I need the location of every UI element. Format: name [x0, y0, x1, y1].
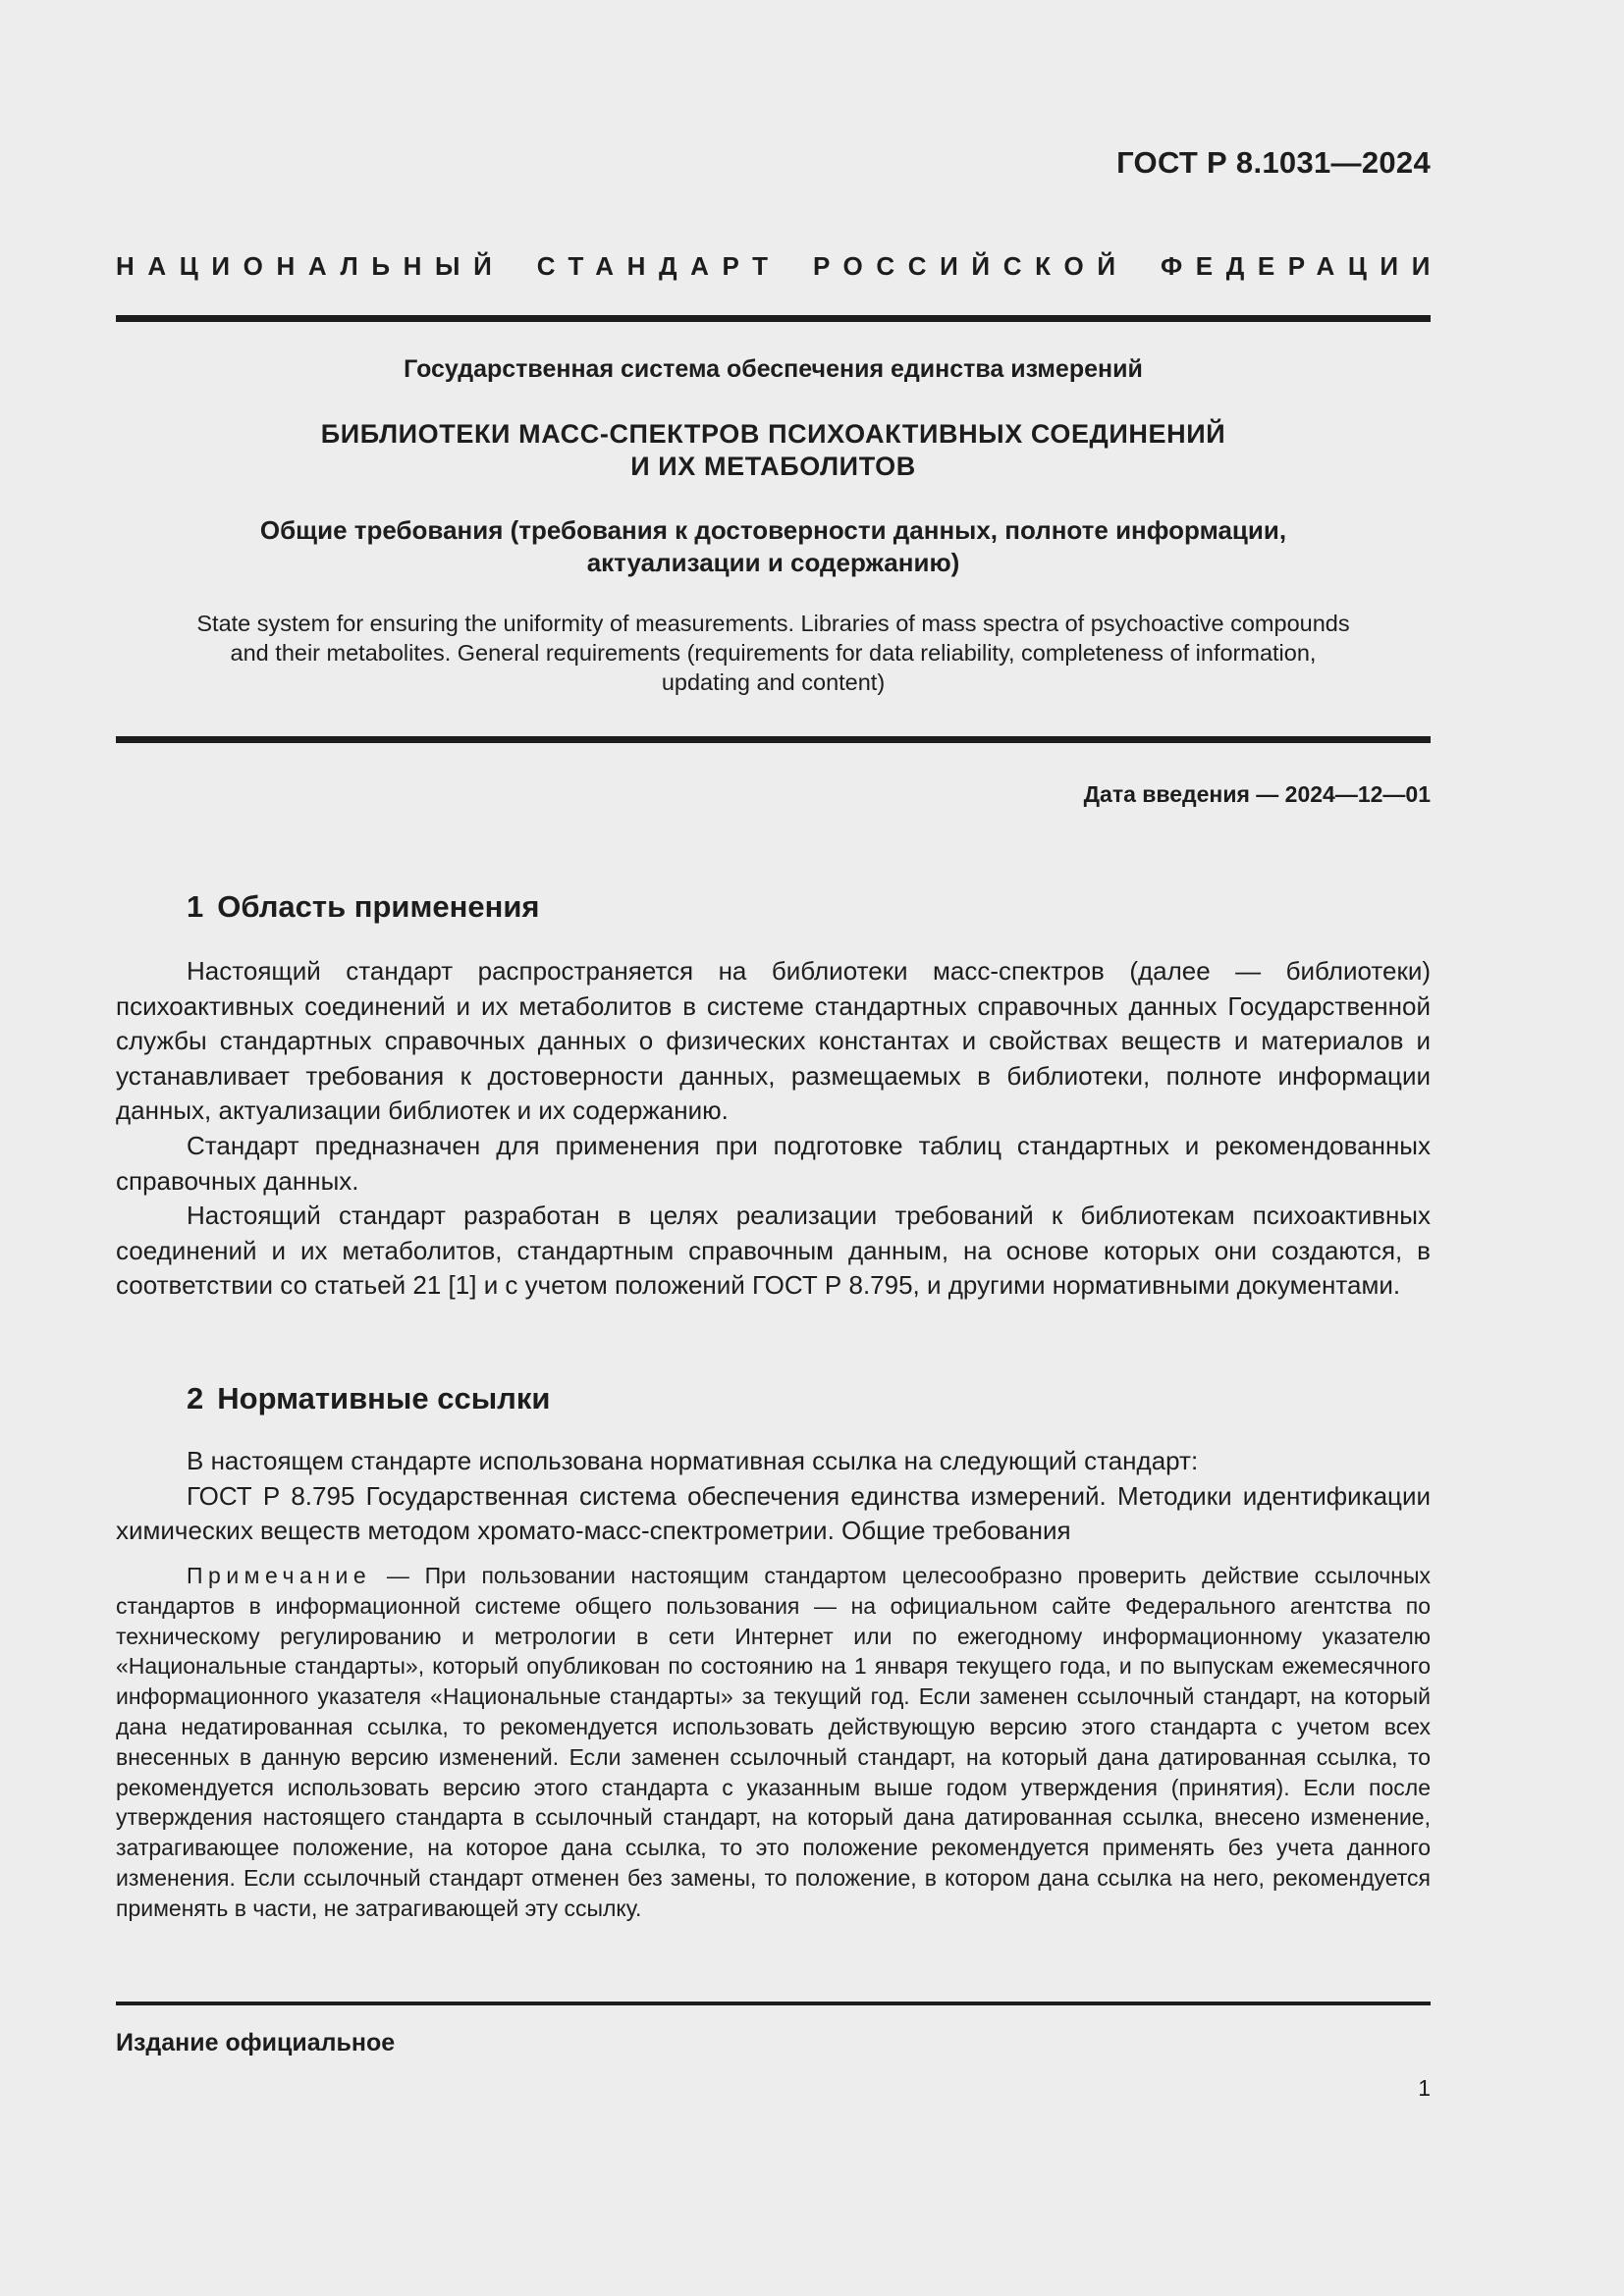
edition-label: Издание официальное [116, 2029, 396, 2056]
section-2-body [116, 1444, 1431, 1549]
english-title [116, 609, 1431, 697]
section-1-paragraph: Настоящий стандарт распространяется на библиотеки масс-спектров (далее — библиотеки) психоактивных соединений и их метаболитов в системе стандартных справочных данных Государственной службы стандартных справочных данных о физических константах и свойствах веществ и материалов и устанавливает требования к достоверности данных, размещаемых в библиотеки, полноте информации данных, актуализации библиотек и их содержанию. [116, 956, 1431, 1126]
section-1-body [116, 954, 1431, 1304]
section-2-paragraph: В настоящем стандарте использована нормативная ссылка на следующий стандарт: [187, 1446, 1199, 1475]
document-code: ГОСТ Р 8.1031—2024 [1116, 145, 1431, 180]
title-line-2: И ИХ МЕТАБОЛИТОВ [630, 452, 916, 481]
section-1-title: Область применения [217, 889, 540, 924]
normative-reference: ГОСТ Р 8.795 Государственная система обеспечения единства измерений. Методики идентификации химических веществ методом хромато-масс-спектрометрии. Общие требования [116, 1480, 1431, 1546]
title-line-1: БИБЛИОТЕКИ МАСС-СПЕКТРОВ ПСИХОАКТИВНЫХ СОЕДИНЕНИЙ [320, 419, 1226, 449]
document-subtitle [116, 514, 1431, 579]
section-1-heading [187, 889, 540, 925]
introduction-date: Дата введения — 2024—12—01 [1083, 781, 1431, 807]
note-text: — При пользовании настоящим стандартом целесообразно проверить действие ссылочных стандартов в информационной системе общего пользования — на официальном сайте Федерального агентства по техническому регулированию и метрологии в сети Интернет или по ежегодному информационному указателю «Национальные стандарты», который опубликован по состоянию на 1 января текущего года, и по выпускам ежемесячного информационного указателя «Национальные стандарты» за текущий год. Если заменен ссылочный стандарт, на который дана недатированная ссылка, то рекомендуется использовать действующую версию этого стандарта с учетом всех внесенных в данную версию изменений. Если заменен ссылочный стандарт, на который дана датированная ссылка, то рекомендуется использовать версию этого стандарта с указанным выше годом утверждения (принятия). Если после утверждения настоящего стандарта в ссылочный стандарт, на который дана датированная ссылка, внесено изменение, затрагивающее положение, на которое дана ссылка, то это положение рекомендуется применять без учета данного изменения. Если ссылочный стандарт отменен без замены, то положение, в котором дана ссылка на него, рекомендуется применять в части, не затрагивающей эту ссылку. [116, 1563, 1431, 1921]
english-title-line-2: and their metabolites. General requirements (requirements for data reliability, completeness of information, [230, 640, 1317, 666]
section-1-paragraph: Стандарт предназначен для применения при подготовке таблиц стандартных и рекомендованных справочных данных. [116, 1130, 1431, 1196]
document-title [116, 418, 1431, 483]
section-2-number: 2 [187, 1381, 204, 1415]
page-number: 1 [1418, 2075, 1431, 2101]
section-2-heading [187, 1381, 550, 1416]
system-name: Государственная система обеспечения единства измерений [404, 355, 1143, 383]
english-title-line-3: updating and content) [661, 669, 886, 695]
note-label: Примечание [187, 1563, 372, 1588]
national-standard-heading: НАЦИОНАЛЬНЫЙ СТАНДАРТ РОССИЙСКОЙ ФЕДЕРАЦИИ [116, 251, 1443, 281]
section-2-title: Нормативные ссылки [217, 1381, 551, 1415]
footer-divider [116, 2002, 1431, 2005]
subtitle-line-1: Общие требования (требования к достоверности данных, полноте информации, [259, 515, 1287, 545]
section-1-number: 1 [187, 889, 204, 924]
english-title-line-1: State system for ensuring the uniformity of measurements. Libraries of mass spectra of psychoactive compounds [196, 611, 1350, 636]
title-divider [116, 736, 1431, 743]
note [116, 1561, 1431, 1924]
document-page [116, 0, 1443, 2296]
top-divider [116, 315, 1431, 322]
section-1-paragraph: Настоящий стандарт разработан в целях реализации требований к библиотекам психоактивных соединений и их метаболитов, стандартным справочным данным, на основе которых они создаются, в соответствии со статьей 21 [1] и с учетом положений ГОСТ Р 8.795, и другими нормативными документами. [116, 1201, 1431, 1301]
subtitle-line-2: актуализации и содержанию) [586, 548, 960, 577]
